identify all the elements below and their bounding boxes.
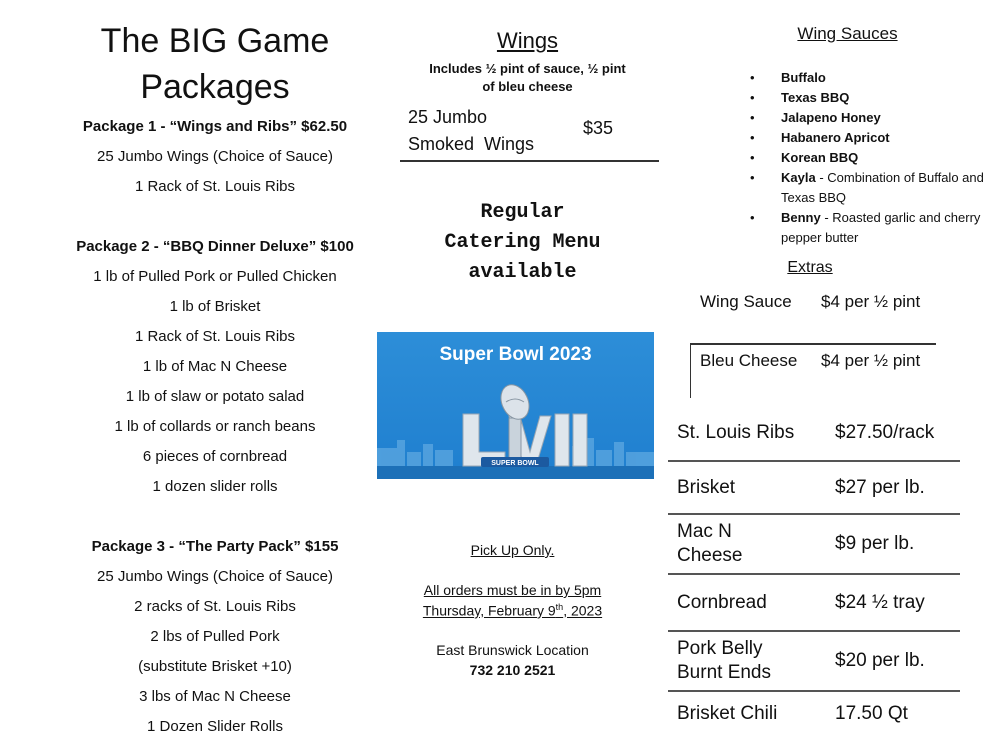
item-price: $9 per lb. [835,533,915,554]
deadline-year: , 2023 [563,602,603,619]
item-price: $20 per lb. [835,650,925,671]
packages-column [0,0,430,750]
package-item: 1 lb of Mac N Cheese [142,358,288,375]
item-name: Mac N Cheese [677,521,743,566]
extras-title: Extras [787,259,833,276]
item-name: Brisket [677,476,736,498]
regular-catering-notice [400,198,645,288]
extra-name: Bleu Cheese [700,351,798,370]
sauce-name: Jalapeno Honey [781,110,881,125]
package-item: 1 lb of Pulled Pork or Pulled Chicken [93,268,337,285]
package-item: (substitute Brisket +10) [138,658,292,675]
title-line-1: The BIG Game [100,22,330,60]
package-item: 6 pieces of cornbread [142,448,288,465]
package-item: 25 Jumbo Wings (Choice of Sauce) [97,148,333,165]
list-item [750,128,990,148]
item-name: Pork Belly Burnt Ends [677,638,771,683]
regular-line-2: Catering Menu [444,231,601,254]
extra-price: $4 per ½ pint [821,292,921,311]
package-item: 25 Jumbo Wings (Choice of Sauce) [97,568,333,585]
package-item: 1 lb of Brisket [169,298,261,315]
bullet: • [750,90,755,105]
package-2-heading: Package 2 - “BBQ Dinner Deluxe” $100 [76,238,354,255]
divider [400,160,659,162]
item-price: $24 ½ tray [835,591,925,613]
table-row [668,632,960,692]
item-price: $27.50/rack [835,421,935,443]
package-item: 1 Rack of St. Louis Ribs [134,178,296,195]
package-item: 2 racks of St. Louis Ribs [134,598,296,615]
sauce-name: Texas BBQ [781,90,850,105]
table-row [668,462,960,515]
package-item: 1 lb of collards or ranch beans [114,418,316,435]
package-item: 3 lbs of Mac N Cheese [139,688,291,705]
phone-number: 732 210 2521 [469,662,556,678]
order-deadline-line-2 [400,602,625,619]
wings-subtitle [400,60,655,96]
sauce-name: Habanero Apricot [781,130,890,145]
bullet: • [750,130,755,145]
wings-title: Wings [496,28,559,53]
bullet: • [750,210,755,225]
extras-table [690,290,936,398]
item-name: Brisket Chili [677,703,778,724]
regular-line-3: available [468,261,577,284]
sauce-name: Benny [781,210,821,225]
item-price: $27 per lb. [835,476,925,498]
deadline-date-suffix: th [555,602,564,612]
order-deadline-line-1: All orders must be in by 5pm [423,582,602,598]
banner-title: Super Bowl 2023 [439,344,592,365]
pickup-notice: Pick Up Only. [470,542,555,558]
extra-price: $4 per ½ pint [821,351,921,370]
sauce-name: Buffalo [781,70,826,85]
item-name: Cornbread [677,591,767,613]
wings-item-line-2: Smoked Wings [408,134,535,154]
item-price: 17.50 Qt [835,703,908,724]
sauce-description: - Combination of Buffalo and Texas BBQ [781,170,984,205]
table-row [690,290,936,345]
wings-item-name [408,104,578,158]
list-item [750,108,990,128]
list-item [750,148,990,168]
super-bowl-logo-icon [377,370,654,479]
table-row [690,349,936,402]
bullet: • [750,170,755,185]
package-item: 1 Rack of St. Louis Ribs [134,328,296,345]
sauce-name: Korean BBQ [781,150,859,165]
package-1-heading: Package 1 - “Wings and Ribs” $62.50 [82,118,348,135]
package-item: 1 dozen slider rolls [152,478,278,495]
bullet: • [750,70,755,85]
list-item [750,168,990,208]
title-line-2: Packages [140,68,290,106]
package-3-heading: Package 3 - “The Party Pack” $155 [91,538,339,555]
banner-logo-text: SUPER BOWL [491,460,539,467]
list-item [750,88,990,108]
package-item: 1 lb of slaw or potato salad [125,388,305,405]
bullet: • [750,150,755,165]
bullet: • [750,110,755,125]
sauce-name: Kayla [781,170,816,185]
location: East Brunswick Location [436,642,589,658]
wings-price: $35 [583,118,614,138]
table-row [668,575,960,632]
list-item [750,208,990,248]
sauce-list [750,68,990,248]
wing-sauces-title: Wing Sauces [797,24,898,43]
wings-item-line-1: 25 Jumbo [408,107,488,127]
regular-line-1: Regular [480,201,565,224]
table-row [668,515,960,575]
sauce-description: - Roasted garlic and cherry pepper butter [781,210,981,245]
divider [690,345,691,398]
package-item: 1 Dozen Slider Rolls [147,718,283,735]
package-item: 2 lbs of Pulled Pork [150,628,280,645]
page-title [0,18,430,110]
table-row [668,692,960,736]
wings-subtitle-line-2: of bleu cheese [482,79,573,94]
table-row [668,405,960,462]
super-bowl-banner [377,332,654,479]
item-name: St. Louis Ribs [677,421,795,443]
wings-subtitle-line-1: Includes ½ pint of sauce, ½ pint [429,61,626,76]
deadline-date: Thursday, February 9 [422,602,556,619]
list-item [750,68,990,88]
extra-name: Wing Sauce [700,292,792,311]
price-table [668,405,960,736]
